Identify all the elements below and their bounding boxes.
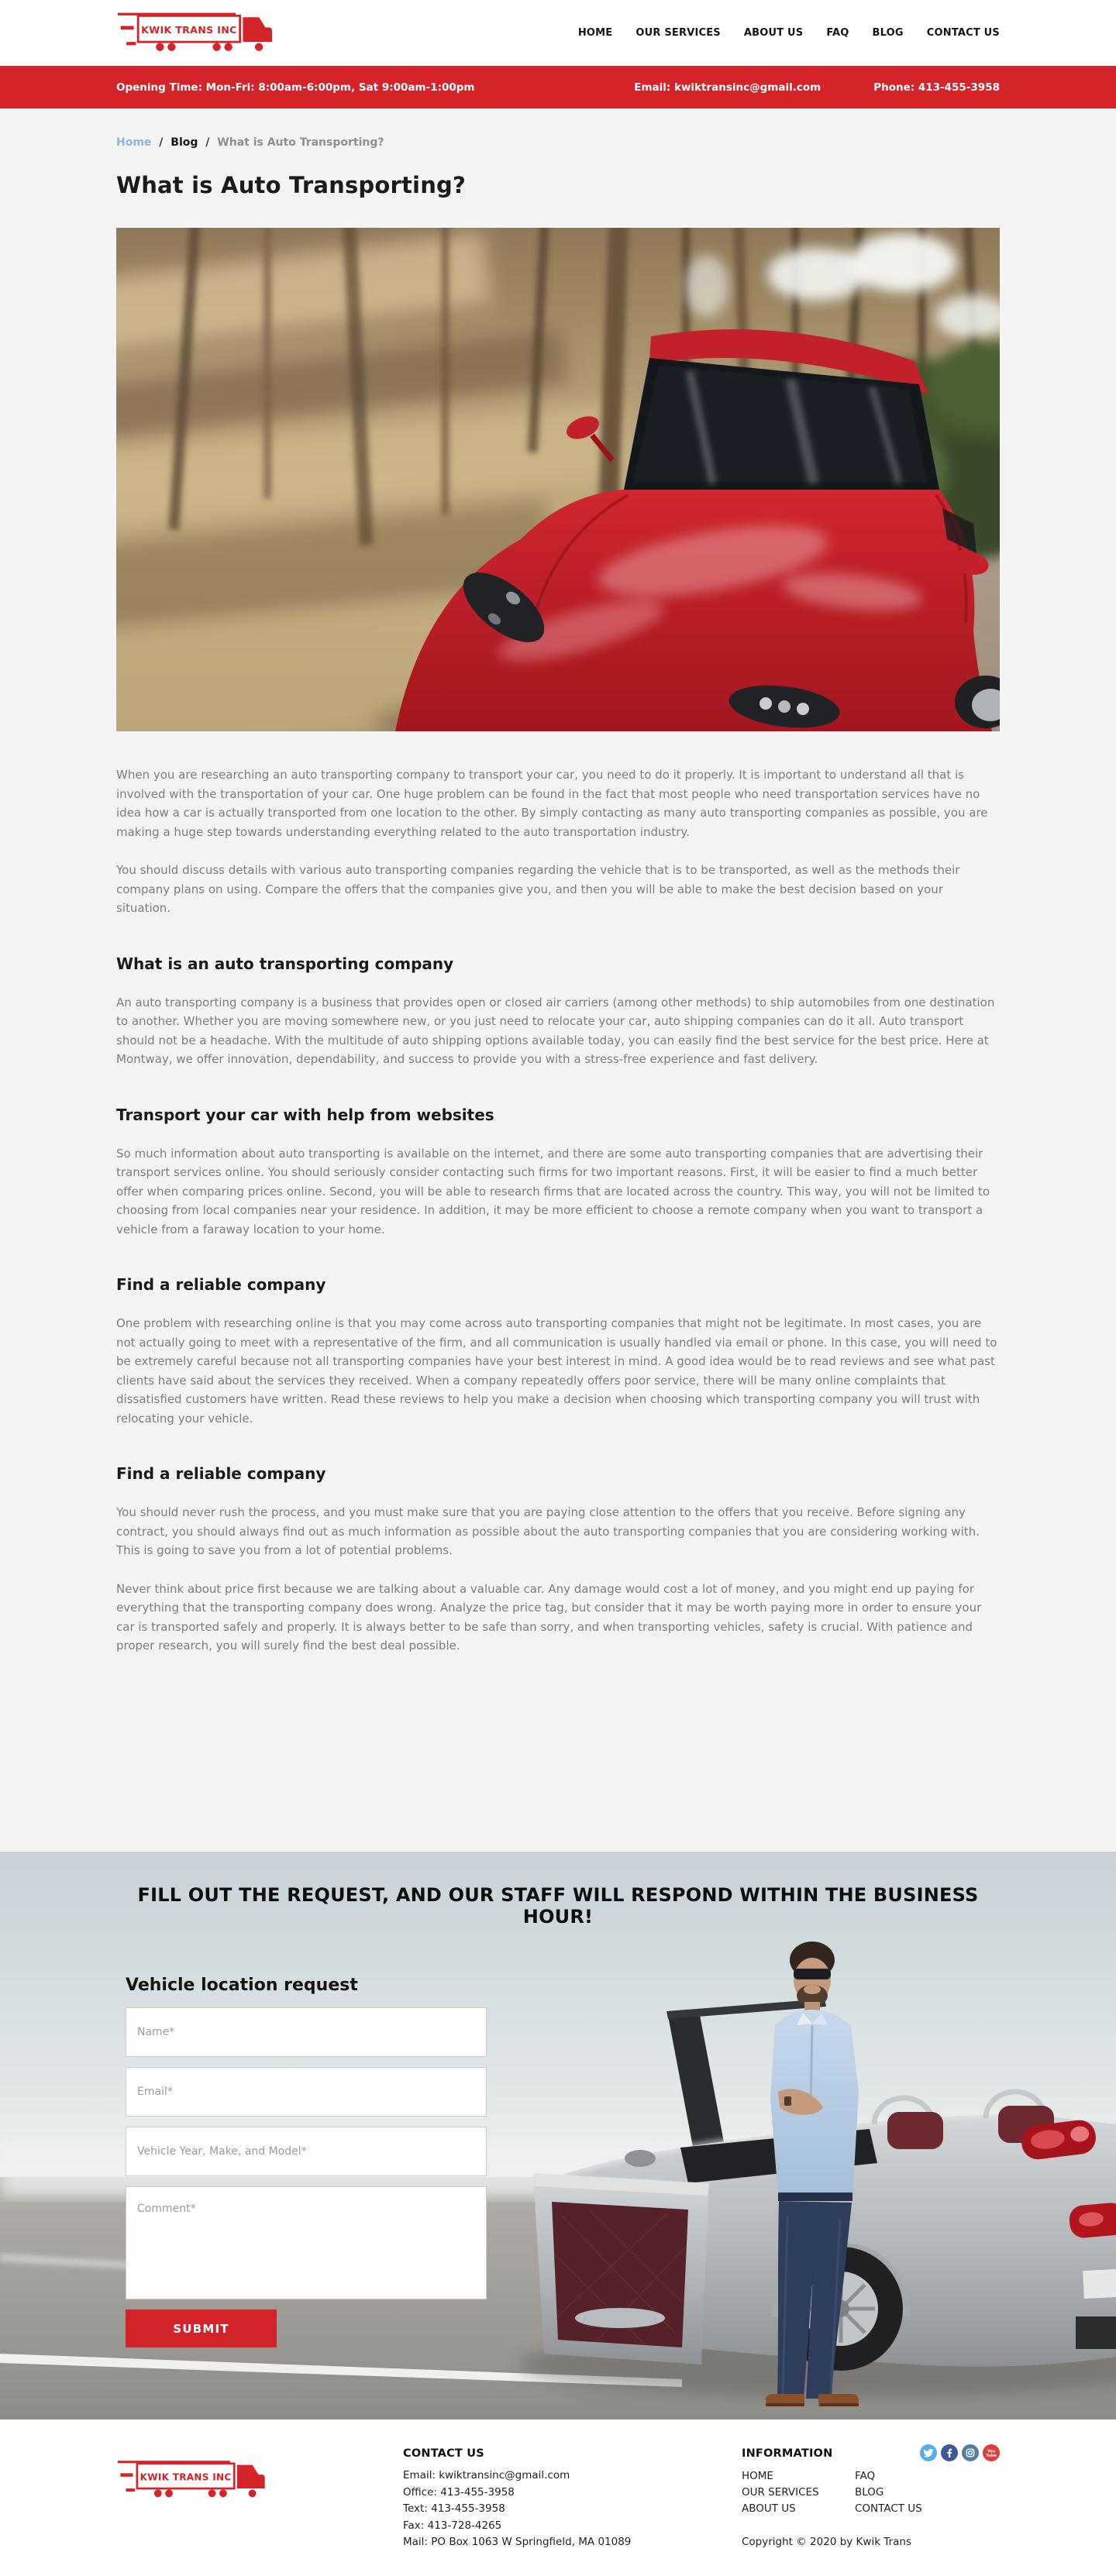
nav-our-services[interactable]: OUR SERVICES xyxy=(636,27,721,39)
breadcrumb-separator: / xyxy=(205,136,210,149)
footer-contact-fax: Fax: 413-728-4265 xyxy=(403,2519,502,2532)
request-banner-heading: FILL OUT THE REQUEST, AND OUR STAFF WILL RESPOND WITHIN THE BUSINESS HOUR! xyxy=(137,1884,979,1928)
facebook-icon[interactable] xyxy=(941,2444,958,2461)
section-heading: Find a reliable company xyxy=(116,1464,326,1483)
breadcrumb-home-link[interactable]: Home xyxy=(116,136,152,149)
footer-contact-text: Text: 413-455-3958 xyxy=(403,2502,505,2515)
footer-link-contact-us[interactable]: CONTACT US xyxy=(855,2502,922,2515)
section-heading: Find a reliable company xyxy=(116,1275,326,1294)
footer-link-blog[interactable]: BLOG xyxy=(855,2486,884,2499)
nav-contact-us[interactable]: CONTACT US xyxy=(926,27,1000,39)
instagram-icon[interactable] xyxy=(962,2444,979,2461)
footer-contact-mail: Mail: PO Box 1063 W Springfield, MA 01089 xyxy=(403,2536,632,2548)
topbar-email-text: Email: kwiktransinc@gmail.com xyxy=(634,81,822,94)
article-paragraph: One problem with researching online is that you may come across auto transporting companies that might not be legitimate. In most cases, you are not actually going to meet with a representative of the firm, and all communication is usually handled via email or phone. In this case, you will need to be extremely careful because not all transporting companies have your best interest in mind. A good idea would be to read reviews and see what past clients have said about the services they received. When a company repeatedly offers poor service, there will be many online complaints that dissatisfied customers have written. Read these reviews to help you make a decision when choosing which transporting company you will trust with relocating your vehicle. xyxy=(116,1316,997,1426)
footer-link-faq[interactable]: FAQ xyxy=(855,2470,876,2482)
article-paragraph: You should never rush the process, and you must make sure that you are paying close attention to the offers that you receive. Before signing any contract, you should always find out as much information as possible about the auto transporting companies that you are considering working with. This is going to save you from a lot of potential problems. xyxy=(116,1505,980,1557)
submit-button[interactable]: SUBMIT xyxy=(126,2309,277,2347)
article-paragraph: An auto transporting company is a business that provides open or closed air carriers (among other methods) to ship automobiles from one destination to another. Whether you are moving somewhere new, or you just need to relocate your car, auto shipping companies can do it all. Auto transport should not be a headache. With the multitude of auto shipping options available today, you can easily find the best service for the best price. Here at Montway, we offer innovation, dependability, and success to provide you with a stress-free experience and fast delivery. xyxy=(116,995,995,1066)
name-input[interactable] xyxy=(126,2007,487,2057)
topbar-phone-text: Phone: 413-455-3958 xyxy=(873,81,1000,94)
vehicle-input[interactable] xyxy=(126,2127,487,2176)
vehicle-location-request-form xyxy=(126,2007,487,2347)
svg-text:You: You xyxy=(987,2449,996,2454)
svg-text:KWIK TRANS INC: KWIK TRANS INC xyxy=(140,2471,232,2483)
brand-logo-truck-icon xyxy=(116,2455,276,2502)
article-paragraph: When you are researching an auto transporting company to transport your car, you need to do it properly. It is important to understand all that is involved with the transportation of your car. One huge problem can be found in the fact that most people who need transportation services have no idea how a car is actually transported from one location to the other. By simply contacting as many auto transporting companies as possible, you are making a huge step towards understanding everything related to the auto transportation industry. xyxy=(116,768,988,839)
footer-link-our-services[interactable]: OUR SERVICES xyxy=(742,2486,819,2499)
breadcrumb-blog-link[interactable]: Blog xyxy=(170,136,198,149)
footer-information-heading: INFORMATION xyxy=(742,2447,833,2460)
breadcrumb xyxy=(116,108,1000,149)
nav-faq[interactable]: FAQ xyxy=(826,27,849,39)
svg-text:Tube: Tube xyxy=(986,2454,997,2459)
footer-contact-email: Email: kwiktransinc@gmail.com xyxy=(403,2469,570,2481)
copyright-text: Copyright © 2020 by Kwik Trans xyxy=(742,2536,911,2548)
opening-hours-text: Opening Time: Mon-Fri: 8:00am-6:00pm, Sat 9:00am-1:00pm xyxy=(116,81,475,94)
article-paragraph: So much information about auto transporting is available on the internet, and there are some auto transporting companies that are advertising their transport services online. You should seriously consider contacting such firms for two important reasons. First, it will be easier to find a much better offer when comparing prices online. Second, you will be able to research firms that are located across the country. This way, you will not be limited to choosing from local companies near your residence. In addition, it may be more efficient to choose a remote company when you want to transport a vehicle from a faraway location to your home. xyxy=(116,1146,990,1236)
main-nav xyxy=(555,27,1000,39)
section-heading: Transport your car with help from websites xyxy=(116,1105,494,1124)
article-page xyxy=(0,108,1116,1852)
info-topbar xyxy=(0,66,1116,108)
brand-logo[interactable] xyxy=(116,7,284,60)
svg-text:KWIK TRANS INC: KWIK TRANS INC xyxy=(141,23,237,36)
nav-blog[interactable]: BLOG xyxy=(872,27,904,39)
article-paragraph: Never think about price first because we are talking about a valuable car. Any damage would cost a lot of money, and you might end up paying for everything that the transporting company does wrong. Analyze the price tag, but consider that it may be worth paying more in order to ensure your car is transported safely and properly. It is always better to be safe than sorry, and when transporting vehicles, safety is crucial. With patience and proper research, you will surely find the best deal possible. xyxy=(116,1581,982,1653)
nav-about-us[interactable]: ABOUT US xyxy=(743,27,804,39)
footer-contact-heading: CONTACT US xyxy=(403,2447,484,2460)
footer-link-about-us[interactable]: ABOUT US xyxy=(742,2502,796,2515)
breadcrumb-current: What is Auto Transporting? xyxy=(217,136,384,149)
brand-logo-truck-icon xyxy=(116,7,284,57)
footer-social-icons xyxy=(920,2444,1000,2461)
footer-brand-logo[interactable] xyxy=(116,2455,287,2553)
article-body xyxy=(116,765,1000,1656)
site-header xyxy=(0,0,1116,66)
footer-contact-office: Office: 413-455-3958 xyxy=(403,2485,515,2499)
article-hero-image xyxy=(116,228,1000,731)
footer-contact-column xyxy=(403,2443,728,2553)
footer-link-home[interactable]: HOME xyxy=(742,2470,773,2482)
site-footer xyxy=(0,2420,1116,2576)
nav-home[interactable]: HOME xyxy=(577,27,613,39)
email-input[interactable] xyxy=(126,2067,487,2117)
youtube-icon[interactable] xyxy=(983,2444,1000,2461)
breadcrumb-separator: / xyxy=(159,136,164,149)
section-heading: What is an auto transporting company xyxy=(116,954,454,973)
request-form-title: Vehicle location request xyxy=(126,1976,358,1995)
page-title: What is Auto Transporting? xyxy=(116,172,467,198)
comment-textarea[interactable] xyxy=(126,2186,487,2299)
twitter-icon[interactable] xyxy=(920,2444,937,2461)
article-paragraph: You should discuss details with various auto transporting companies regarding the vehicle that is to be transported, as well as the methods their company plans on using. Compare the offers that the companies give you, and then you will be able to make the best decision based on your situation. xyxy=(116,863,960,915)
request-section xyxy=(0,1852,1116,2420)
